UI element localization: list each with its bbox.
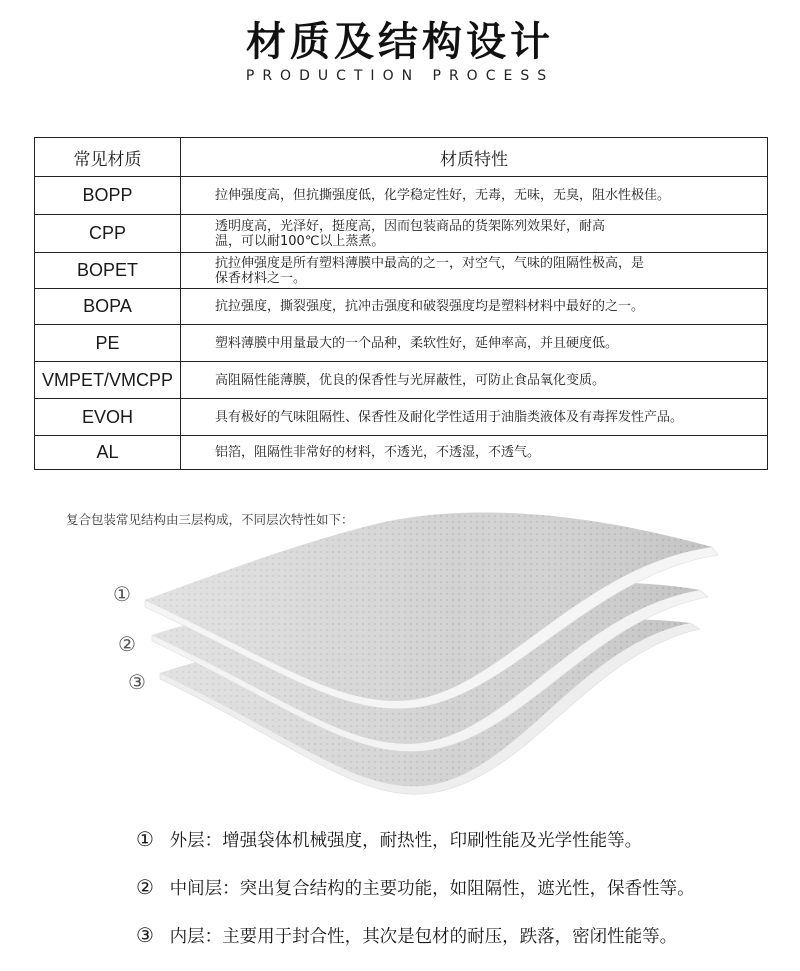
materials-table	[34, 137, 768, 470]
material-desc: 塑料薄膜中用量最大的一个品种，柔软性好，延伸率高，并且硬度低。	[181, 325, 768, 362]
material-name: PE	[35, 325, 181, 362]
material-name: EVOH	[35, 399, 181, 436]
header-material: 常见材质	[35, 138, 181, 177]
material-name: BOPP	[35, 177, 181, 215]
structure-intro: 复合包装常见结构由三层构成，不同层次特性如下：	[66, 512, 354, 527]
table-row	[35, 399, 768, 436]
table-row	[35, 289, 768, 325]
list-item	[136, 923, 695, 971]
layer-number: ③	[136, 923, 154, 947]
material-desc: 具有极好的气味阻隔性、保香性及耐化学性适用于油脂类液体及有毒挥发性产品。	[181, 399, 768, 436]
material-name: AL	[35, 436, 181, 470]
layer-number: ①	[136, 827, 154, 851]
list-item	[136, 827, 695, 875]
material-desc: 抗拉伸强度是所有塑料薄膜中最高的之一，对空气，气味的阻隔性极高，是保香材料之一。	[181, 253, 768, 289]
table-row	[35, 436, 768, 470]
layer-text: 内层：主要用于封合性，其次是包材的耐压，跌落，密闭性能等。	[169, 927, 678, 947]
material-desc: 拉伸强度高，但抗撕强度低，化学稳定性好，无毒，无味，无臭，阻水性极佳。	[181, 177, 768, 215]
layer-marker-1: ①	[113, 582, 131, 606]
table-row	[35, 325, 768, 362]
table-row	[35, 177, 768, 215]
material-name: VMPET/VMCPP	[35, 362, 181, 399]
material-desc: 高阻隔性能薄膜，优良的保香性与光屏蔽性，可防止食品氧化变质。	[181, 362, 768, 399]
material-name: BOPA	[35, 289, 181, 325]
layer-marker-3: ③	[128, 670, 146, 694]
material-name: CPP	[35, 215, 181, 253]
material-desc: 抗拉强度，撕裂强度，抗冲击强度和破裂强度均是塑料材料中最好的之一。	[181, 289, 768, 325]
table-row	[35, 362, 768, 399]
layer-description-list	[136, 827, 695, 971]
material-desc: 透明度高，光泽好，挺度高，因而包装商品的货架陈列效果好，耐高温，可以耐100℃以上蒸煮。	[181, 215, 768, 253]
layer-marker-2: ②	[118, 632, 136, 656]
list-item	[136, 875, 695, 923]
layer-text: 中间层：突出复合结构的主要功能，如阻隔性，遮光性，保香性等。	[169, 879, 695, 899]
layer-number: ②	[136, 875, 154, 899]
material-name: BOPET	[35, 253, 181, 289]
table-row	[35, 253, 768, 289]
table-header-row	[35, 138, 768, 177]
table-row	[35, 215, 768, 253]
material-desc: 铝箔，阻隔性非常好的材料，不透光，不透湿，不透气。	[181, 436, 768, 470]
page-title: 材质及结构设计	[246, 19, 554, 65]
page-subtitle: PRODUCTION PROCESS	[245, 68, 555, 84]
header-property: 材质特性	[181, 138, 768, 177]
layer-text: 外层：增强袋体机械强度，耐热性，印刷性能及光学性能等。	[169, 831, 643, 851]
